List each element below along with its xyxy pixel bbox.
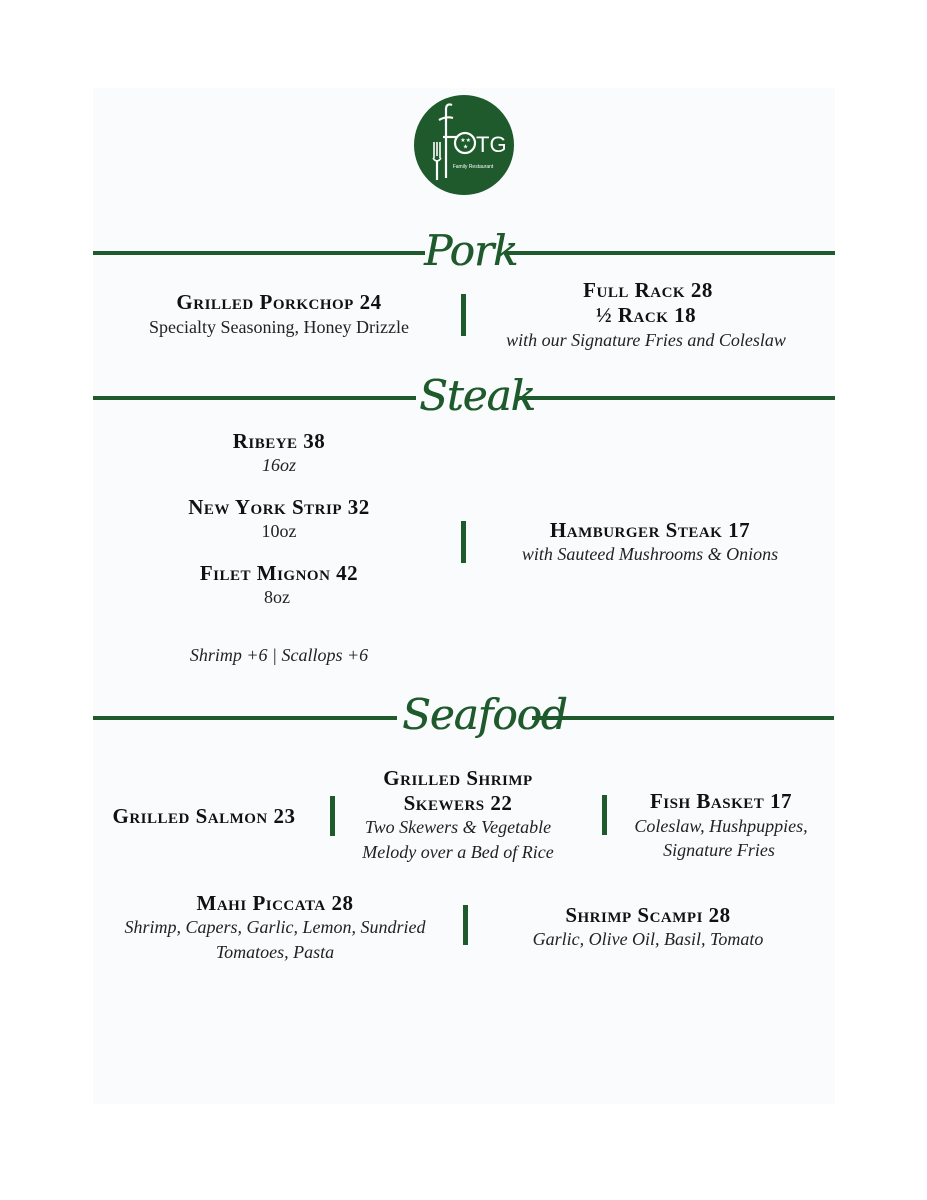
- skewers-desc-line1: Two Skewers & Vegetable: [364, 817, 552, 837]
- restaurant-logo: [413, 94, 515, 196]
- skewers-name-line2: Skewers 22: [403, 791, 513, 815]
- svg-text:★: ★: [460, 137, 466, 144]
- mahi-piccata-name: Mahi Piccata 28: [196, 891, 354, 915]
- section-title-seafood: Seafood: [402, 690, 567, 739]
- logo-letters-tg: TG: [476, 132, 507, 157]
- steak-divider: [461, 521, 466, 563]
- fish-basket-desc-line1: Coleslaw, Hushpuppies,: [634, 816, 808, 836]
- steak-rule-left: [93, 396, 416, 400]
- nystrip-name: New York Strip 32: [188, 495, 370, 519]
- steak-rule-right: [515, 396, 835, 400]
- skewers-name-line1: Grilled Shrimp: [383, 766, 533, 790]
- fish-basket-name: Fish Basket 17: [649, 789, 793, 813]
- seafood-rule-right: [532, 716, 834, 720]
- seafood-rule-left: [93, 716, 397, 720]
- mahi-piccata-desc-line1: Shrimp, Capers, Garlic, Lemon, Sundried: [124, 917, 426, 937]
- salmon-name: Grilled Salmon 23: [112, 804, 296, 828]
- pork-divider: [461, 294, 466, 336]
- section-title-steak: Steak: [419, 371, 535, 420]
- skewers-desc-line2: Melody over a Bed of Rice: [362, 842, 554, 862]
- seafood-divider-1: [330, 796, 335, 836]
- seafood-divider-3: [463, 905, 468, 945]
- full-rack-name: Full Rack 28: [583, 278, 713, 302]
- porkchop-desc: Specialty Seasoning, Honey Drizzle: [149, 317, 409, 337]
- seafood-divider-2: [602, 795, 607, 835]
- nystrip-desc: 10oz: [261, 521, 297, 541]
- ribeye-desc: 16oz: [261, 455, 297, 475]
- porkchop-name: Grilled Porkchop 24: [176, 290, 382, 314]
- shrimp-scampi-desc: Garlic, Olive Oil, Basil, Tomato: [532, 929, 764, 949]
- steak-addons: Shrimp +6 | Scallops +6: [189, 645, 369, 665]
- half-rack-name: ½ Rack 18: [595, 303, 697, 327]
- svg-text:★: ★: [465, 137, 471, 144]
- pork-rule-right: [506, 251, 835, 255]
- pork-rule-left: [93, 251, 425, 255]
- shrimp-scampi-name: Shrimp Scampi 28: [565, 903, 731, 927]
- mahi-piccata-desc-line2: Tomatoes, Pasta: [215, 942, 335, 962]
- ribs-desc: with our Signature Fries and Coleslaw: [506, 330, 786, 350]
- filet-name: Filet Mignon 42: [199, 561, 359, 585]
- logo-subtitle: Family Restaurant: [452, 164, 494, 170]
- ribeye-name: Ribeye 38: [232, 429, 326, 453]
- fish-basket-desc-line2: Signature Fries: [663, 840, 775, 860]
- svg-text:★: ★: [462, 143, 469, 151]
- hamburger-steak-name: Hamburger Steak 17: [549, 518, 751, 542]
- hamburger-steak-desc: with Sauteed Mushrooms & Onions: [521, 544, 779, 564]
- filet-desc: 8oz: [264, 587, 290, 607]
- section-title-pork: Pork: [424, 226, 518, 275]
